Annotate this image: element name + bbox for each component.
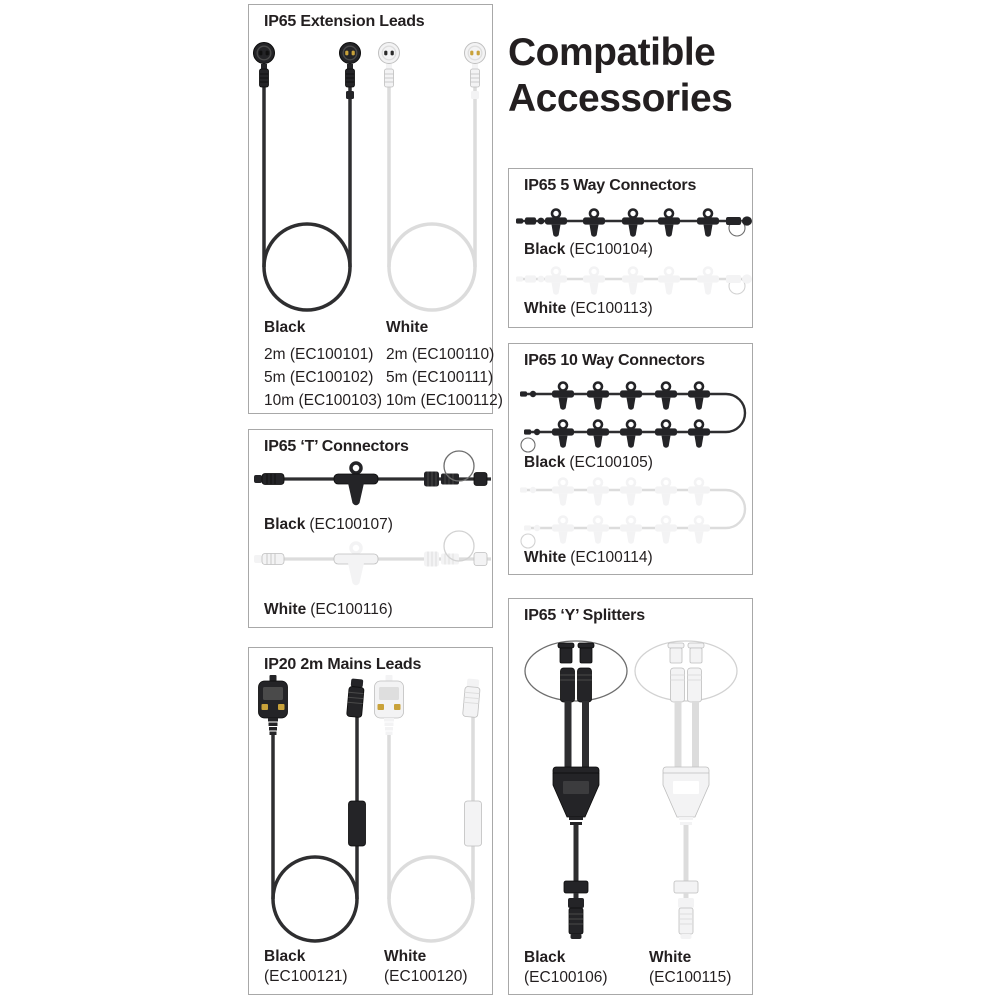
list-item: 5m (EC100111) (386, 369, 494, 386)
extension-lead-black-graphic (254, 43, 361, 311)
y-splitters-panel (508, 598, 753, 995)
ten-way-white-label: White (EC100114) (524, 549, 653, 566)
five-way-black-label: Black (EC100104) (524, 241, 653, 258)
list-item: 10m (EC100103) (264, 392, 383, 409)
ten-way-black-graphic (520, 383, 745, 453)
mains-leads-white-code: (EC100120) (384, 968, 468, 985)
mains-leads-white-label: White (384, 948, 427, 965)
t-connector-black-graphic (254, 451, 491, 505)
mains-leads-illustration (249, 648, 492, 994)
page-title (508, 30, 788, 122)
ten-way-white-graphic (520, 479, 745, 549)
y-splitters-white-label: White (649, 949, 692, 966)
list-item: 2m (EC100101) (264, 346, 374, 363)
extension-lead-white-graphic (379, 43, 486, 311)
y-splitters-white-code: (EC100115) (649, 969, 732, 986)
ten-way-panel (508, 343, 753, 575)
list-item: 2m (EC100110) (386, 346, 495, 363)
t-connectors-title: IP65 ‘T’ Connectors (264, 438, 409, 455)
five-way-white-label: White (EC100113) (524, 300, 653, 317)
extension-leads-black-items (264, 343, 382, 412)
extension-leads-white-items (386, 343, 503, 412)
t-connectors-white-label: White (EC100116) (264, 601, 393, 618)
y-splitter-black-graphic (525, 641, 627, 939)
t-connector-white-graphic (254, 531, 491, 585)
ten-way-title: IP65 10 Way Connectors (524, 352, 705, 369)
list-item: 10m (EC100112) (386, 392, 503, 409)
five-way-white-graphic (516, 268, 752, 295)
t-connectors-panel (248, 429, 493, 628)
mains-leads-title: IP20 2m Mains Leads (264, 656, 422, 673)
page-title-line2: Accessories (508, 77, 733, 120)
five-way-black-graphic (516, 210, 752, 237)
y-splitters-black-label: Black (524, 949, 566, 966)
y-splitters-black-code: (EC100106) (524, 969, 608, 986)
ten-way-black-label: Black (EC100105) (524, 454, 653, 471)
page-title-line1: Compatible (508, 31, 716, 74)
extension-leads-white-label: White (386, 319, 429, 336)
y-splitters-title: IP65 ‘Y’ Splitters (524, 607, 645, 624)
extension-leads-black-label: Black (264, 319, 306, 336)
t-connectors-black-label: Black (EC100107) (264, 516, 393, 533)
mains-lead-white-graphic (375, 675, 482, 941)
mains-lead-black-graphic (259, 675, 366, 941)
five-way-panel (508, 168, 753, 328)
extension-leads-panel (248, 4, 503, 414)
list-item: 5m (EC100102) (264, 369, 374, 386)
mains-leads-panel (248, 647, 493, 995)
extension-leads-title: IP65 Extension Leads (264, 13, 425, 30)
five-way-title: IP65 5 Way Connectors (524, 177, 697, 194)
y-splitter-white-graphic (635, 641, 737, 939)
y-splitters-illustration (509, 599, 752, 994)
mains-leads-black-label: Black (264, 948, 306, 965)
mains-leads-black-code: (EC100121) (264, 968, 348, 985)
